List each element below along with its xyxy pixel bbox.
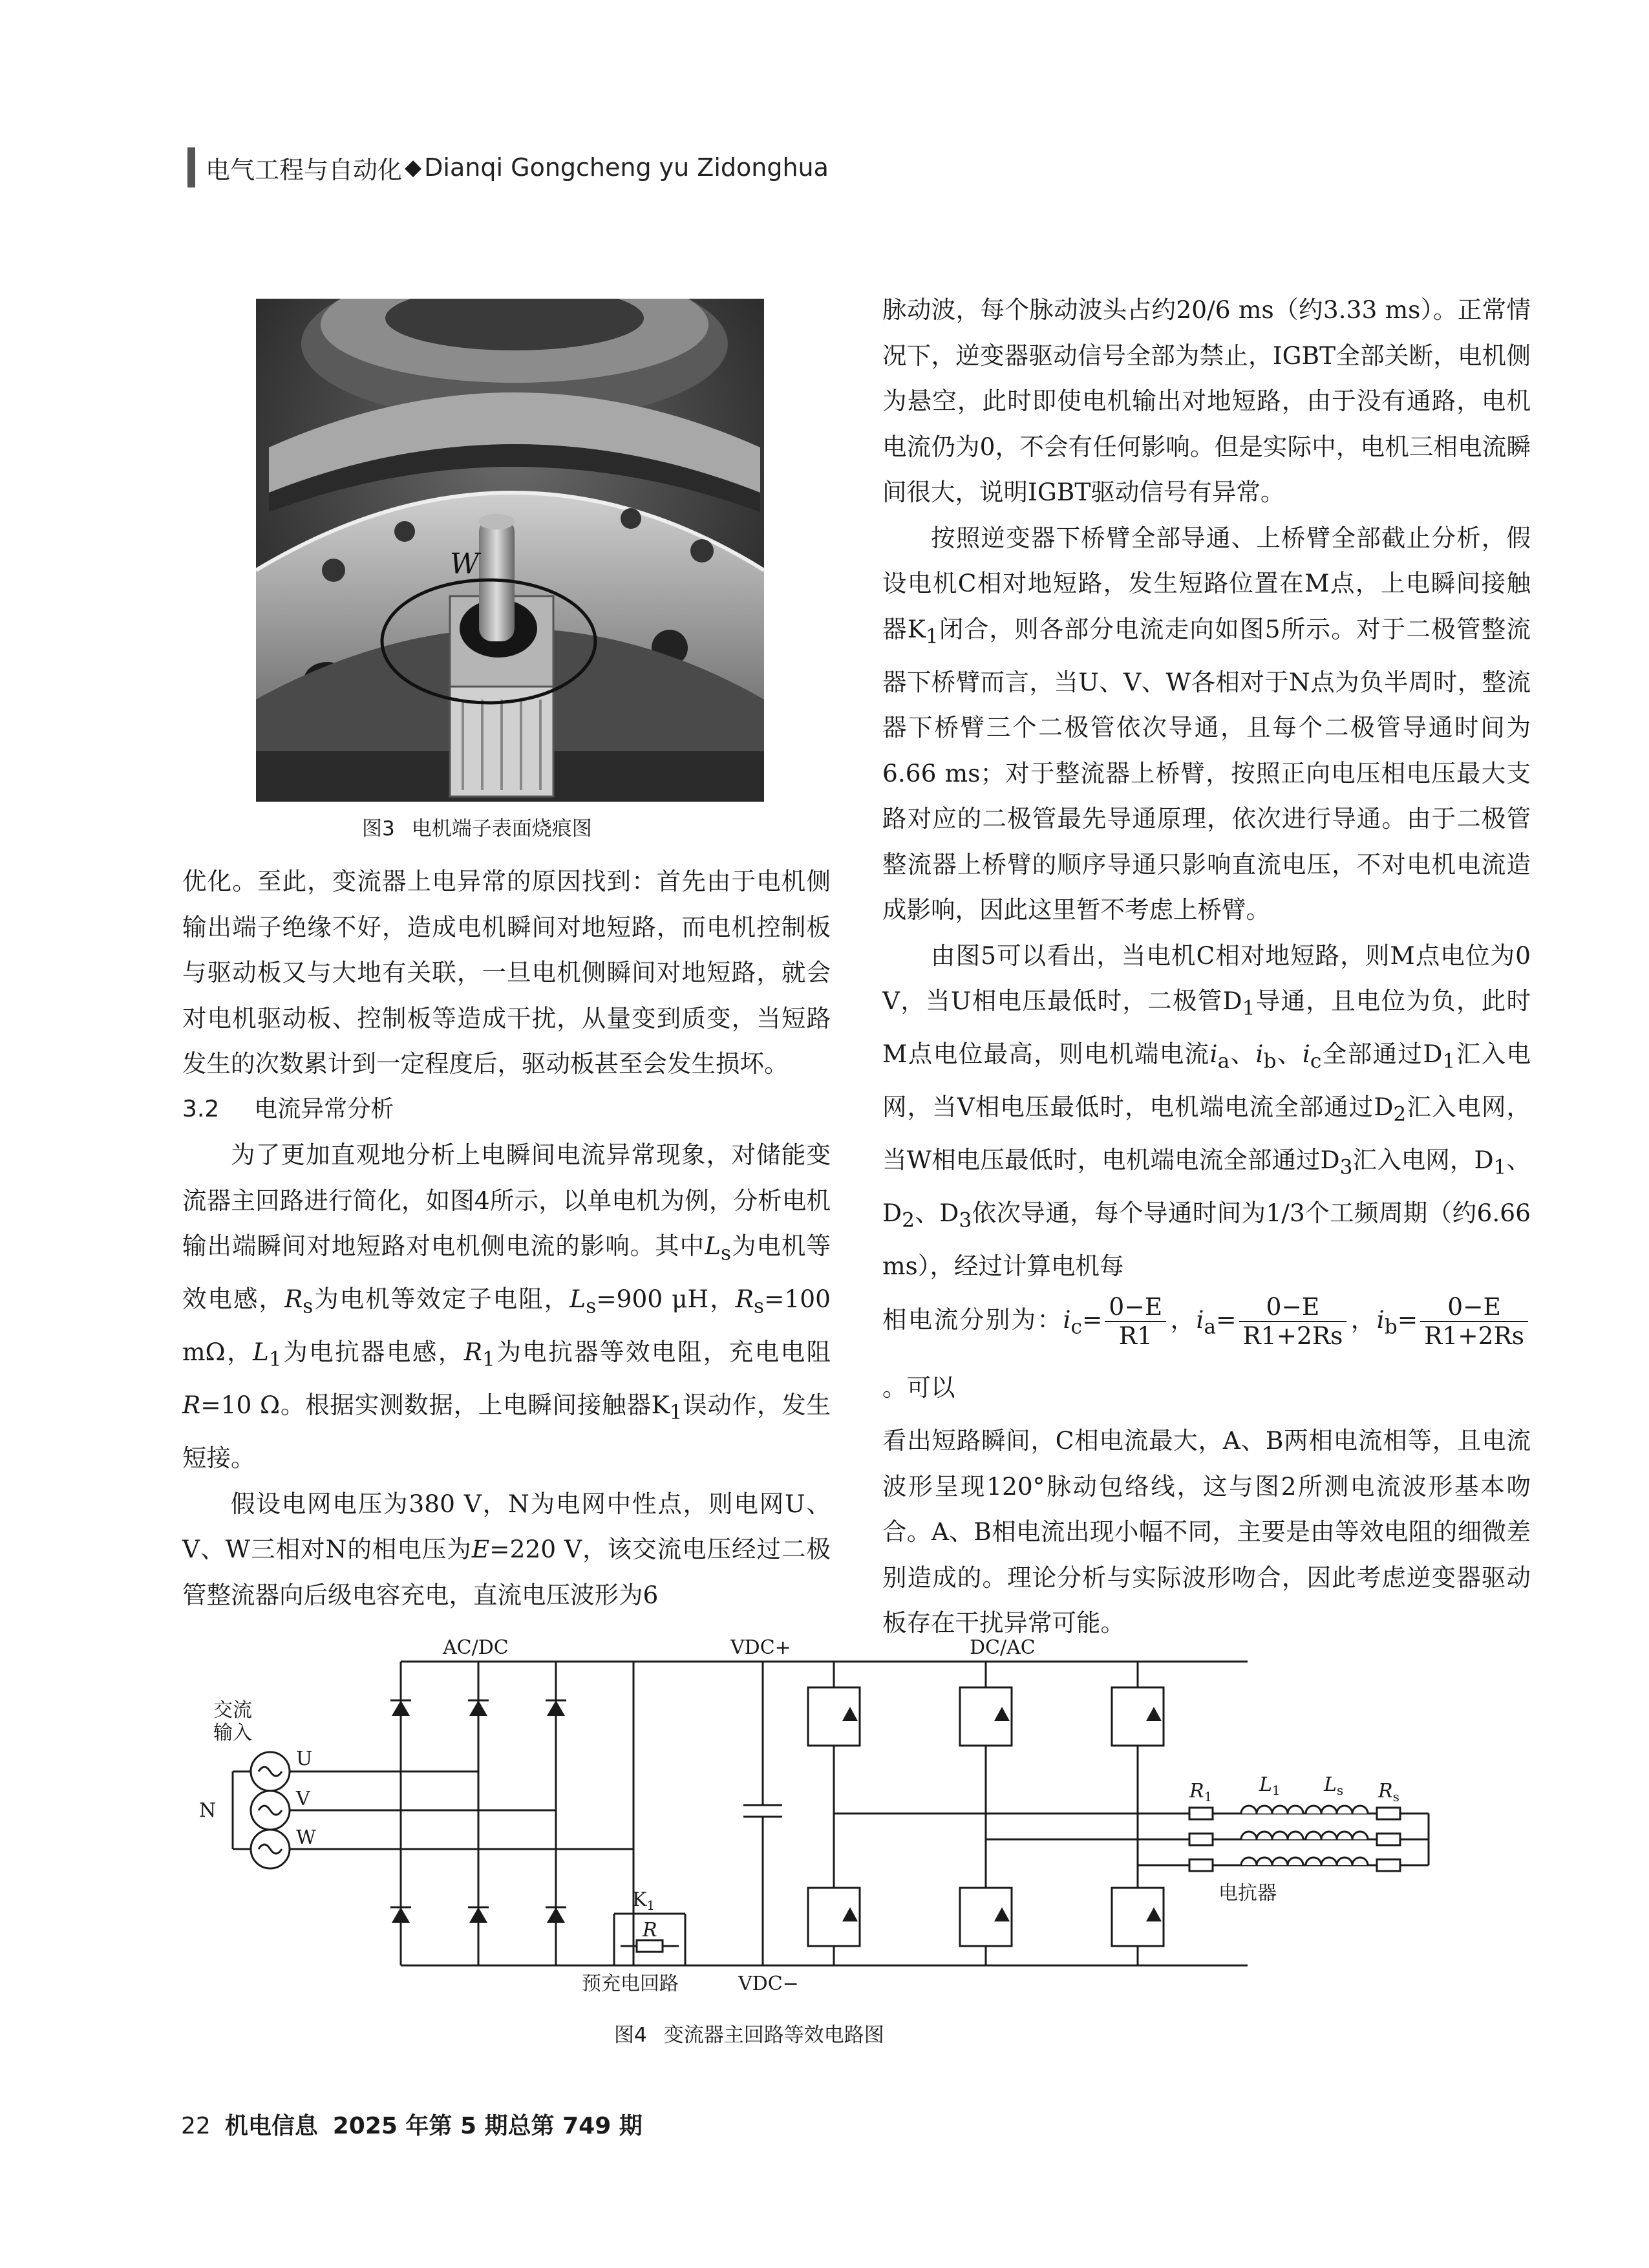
label-neutral: N (199, 1799, 217, 1822)
figure3-caption (362, 812, 592, 841)
paragraph-bridge-analysis: 按照逆变器下桥臂全部导通、上桥臂全部截止分析，假设电机C相对地短路，发生短路位置在M点，上电瞬间接触器$K_1$闭合，则各部分电流走向如图5所示。对于二极管整流器下桥臂而言，当U、V、W各相对于N点为负半周时，整流器下桥臂三个二极管依次导通，且每个二极管导通时间为6.66 ms；对于整流器上桥臂，按照正向电压相电压最大支路对应的二极管最先导通原理，依次进行导通。由于二极管整流器上桥臂的顺序导通只影响直流电压，不对电机电流造成影响，因此这里暂不考虑上桥臂。 (882, 523, 1531, 924)
paragraph-grid-voltage: 假设电网电压为380 V，N为电网中性点，则电网U、V、W三相对N的相电压为E=220 V，该交流电压经过二极管整流器向后级电容充电，直流电压波形为6 (182, 1489, 831, 1609)
label-k1: $K_1$ (632, 1888, 655, 1913)
paragraph-conclusion: 优化。至此，变流器上电异常的原因找到：首先由于电机侧输出端子绝缘不好，造成电机瞬间对地短路，而电机控制板与驱动板又与大地有关联，一旦电机侧瞬间对地短路，就会对电机驱动板、控制板等造成干扰，从量变到质变，当短路发生的次数累计到一定程度后，驱动板甚至会发生损坏。 (182, 867, 831, 1078)
equation-fraction-a: $\frac{0-E}{R1+2Rs}$ (1239, 1293, 1347, 1350)
header-bar (187, 147, 195, 187)
equation-line: 相电流分别为：$i_c=$ $\frac{0-E}{R1}$ ，$i_a=$ $\frac{0-E}{R1+2Rs}$ ，$i_b=$ $\frac{0-E}{R1+2Rs}$ 。可以 (882, 1289, 1531, 1418)
section-number: 3.2 (182, 1095, 220, 1122)
figure4-circuit-diagram (194, 1636, 1538, 1998)
label-l1: $L_1$ (1259, 1773, 1281, 1798)
label-rs: $R_s$ (1378, 1780, 1399, 1804)
footer-journal: 机电信息 (224, 2113, 318, 2139)
paragraph-waveform-match: 看出短路瞬间，C相电流最大，A、B两相电流相等，且电流波形呈现120°脉动包络线，这与图2所测电流波形基本吻合。A、B相电流出现小幅不同，主要是由等效电阻的细微差别造成的。理论分析与实际波形吻合，因此考虑逆变器驱动板存在干扰异常可能。 (882, 1426, 1531, 1637)
label-dcac: DC/AC (970, 1636, 1036, 1659)
figure3-photo (256, 299, 764, 802)
section-title: 电流异常分析 (254, 1095, 394, 1122)
label-phase-v: V (296, 1788, 310, 1810)
running-header (187, 147, 829, 187)
label-ac-input-2: 输入 (213, 1722, 252, 1744)
label-precharge: 预充电回路 (582, 1973, 679, 1995)
footer-issue: 2025 年第 5 期总第 749 期 (332, 2113, 643, 2139)
left-column (182, 859, 831, 1618)
diamond-icon: ◆ (405, 155, 422, 180)
page-number: 22 (181, 2113, 211, 2139)
paragraph-pulse-wave: 脉动波，每个脉动波头占约20/6 ms（约3.33 ms）。正常情况下，逆变器驱动信号全部为禁止，IGBT全部关断，电机侧为悬空，此时即使电机输出对地短路，由于没有通路，电机电流仍为0，不会有任何影响。但是实际中，电机三相电流瞬间很大，说明IGBT驱动信号有异常。 (882, 295, 1531, 506)
figure4-caption (614, 2018, 884, 2048)
label-phase-w: W (296, 1826, 316, 1849)
figure4-caption-text: 变流器主回路等效电路图 (663, 2024, 884, 2047)
figure3-caption-number: 图3 (362, 817, 395, 840)
label-ac-input-1: 交流 (213, 1699, 252, 1722)
equation-fraction-b: $\frac{0-E}{R1+2Rs}$ (1420, 1293, 1528, 1350)
section-heading (182, 1087, 831, 1133)
label-reactor: 电抗器 (1218, 1882, 1277, 1905)
page-footer (181, 2108, 643, 2141)
label-acdc: AC/DC (443, 1636, 509, 1659)
journal-name-cn: 电气工程与自动化 (206, 155, 403, 184)
label-phase-u: U (296, 1748, 313, 1770)
paragraph-analysis: 为了更加直观地分析上电瞬间电流异常现象，对储能变流器主回路进行简化，如图4所示，以单电机为例，分析电机输出端瞬间对地短路对电机侧电流的影响。其中$L_s$为电机等效电感，$R_s$为电机等效定子电阻，$L_s=900$ μH，$R_s=100$ mΩ，$L_1$为电抗器电感，$R_1$为电抗器等效电阻，充电电阻R=10 Ω。根据实测数据，上电瞬间接触器$K_1$误动作，发生短接。 (182, 1140, 831, 1472)
label-vdc-plus: VDC+ (730, 1636, 791, 1659)
journal-name-pinyin: Dianqi Gongcheng yu Zidonghua (424, 153, 829, 182)
equation-fraction-c: $\frac{0-E}{R1}$ (1105, 1293, 1166, 1350)
figure3-caption-text: 电机端子表面烧痕图 (411, 817, 592, 840)
label-r-precharge: R (643, 1919, 657, 1942)
right-column (882, 287, 1531, 1646)
figure4-caption-number: 图4 (614, 2024, 647, 2047)
label-vdc-minus: VDC− (738, 1973, 799, 1995)
label-r1: $R_1$ (1189, 1780, 1213, 1804)
paragraph-figure5-analysis: 由图5可以看出，当电机C相对地短路，则M点电位为0 V，当U相电压最低时，二极管$D_1$导通，且电位为负，此时M点电位最高，则电机端电流$i_a$、$i_b$、$i_c$全部通过$D_1$汇入电网，当V相电压最低时，电机端电流全部通过$D_2$汇入电网，当W相电压最低时，电机端电流全部通过$D_3$汇入电网，$D_1$、$D_2$、$D_3$依次导通，每个导通时间为1/3个工频周期（约6.66 ms），经过计算电机每 (882, 941, 1531, 1280)
label-ls: $L_s$ (1324, 1773, 1344, 1798)
photo-handwritten-label: W (450, 548, 480, 581)
